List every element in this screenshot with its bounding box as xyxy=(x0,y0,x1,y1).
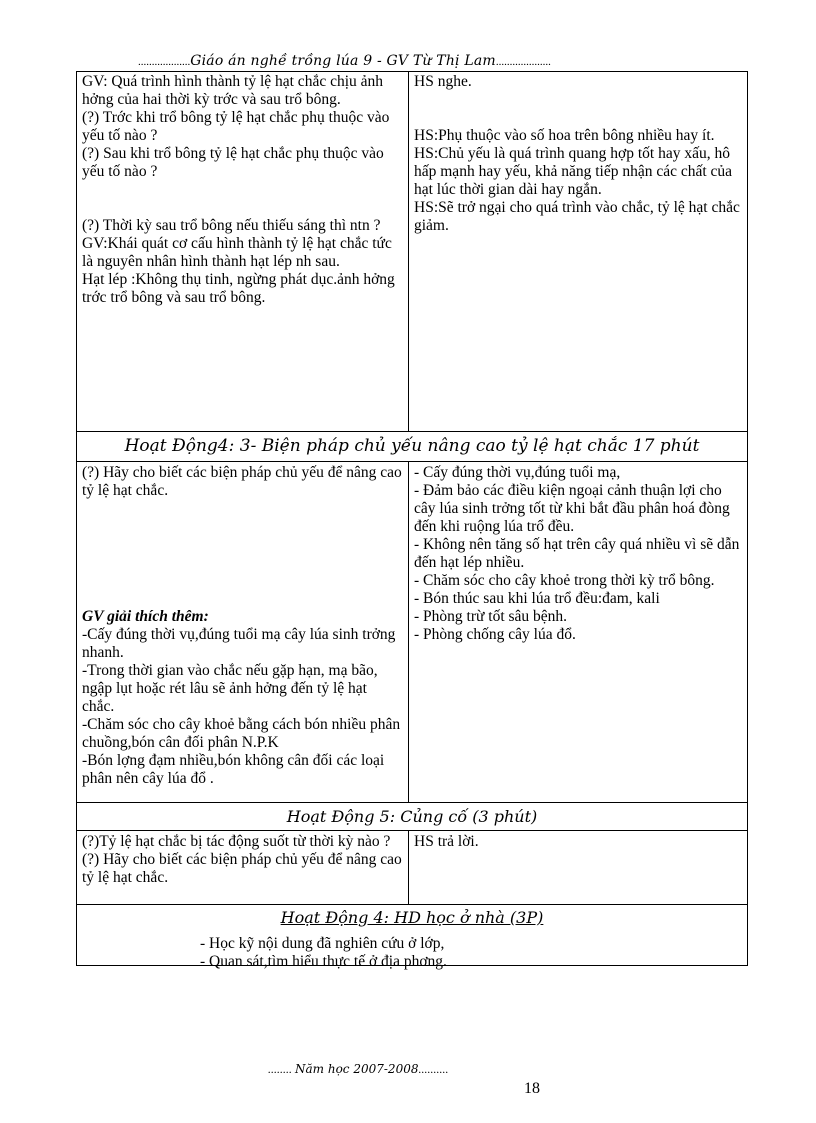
question-text: (?) Thời kỳ sau trổ bông nếu thiếu sáng thì ntn ? xyxy=(82,217,381,234)
footer-school-year: Năm học 2007-2008 xyxy=(295,1062,419,1076)
teacher-text: Hạt lép :Không thụ tinh, ngừng phát dục.ảnh hởng trớc trổ bông và sau trổ bông. xyxy=(82,271,395,306)
column-divider xyxy=(408,462,409,802)
column-divider xyxy=(408,72,409,431)
section2-row xyxy=(77,461,747,802)
section2-right-cell xyxy=(414,464,742,644)
section1-left-cell xyxy=(82,73,402,307)
student-text: HS nghe. xyxy=(414,73,472,90)
answer-item: - Chăm sóc cho cây khoẻ trong thời kỳ trổ bông. xyxy=(414,572,715,589)
activity5-title: Hoạt Động 5: Củng cố (3 phút) xyxy=(286,807,538,826)
section3-row xyxy=(77,830,747,904)
teacher-explanation-item: -Trong thời gian vào chắc nếu gặp hạn, mạ bão, ngập lụt hoặc rét lâu sẽ ảnh hởng đến tỷ lệ hạt chắc. xyxy=(82,662,378,715)
teacher-text: GV:Khái quát cơ cấu hình thành tỷ lệ hạt chắc tức là nguyên nhân hình thành hạt lép nh sau. xyxy=(82,235,392,270)
answer-item: - Bón thúc sau khi lúa trổ đều:đam, kali xyxy=(414,590,660,607)
homework-title: Hoạt Động 4: HD học ở nhà (3P) xyxy=(280,908,544,927)
lesson-table xyxy=(76,71,748,966)
question-text: (?)Tỷ lệ hạt chắc bị tác động suốt từ thời kỳ nào ? xyxy=(82,833,391,850)
section3-left-cell xyxy=(82,833,402,887)
student-text: HS:Phụ thuộc vào số hoa trên bông nhiều hay ít. xyxy=(414,127,715,144)
student-text: HS:Chủ yếu là quá trình quang hợp tốt hay xấu, hô hấp mạnh hay yếu, khả năng tiếp nhận các chất của hạt lúc thời gian dài hay ngắn. xyxy=(414,145,733,198)
answer-item: - Phòng chống cây lúa đổ. xyxy=(414,626,576,643)
page-footer xyxy=(268,1062,448,1077)
activity4-heading-row xyxy=(77,431,747,461)
activity4-title: Hoạt Động4: 3- Biện pháp chủ yếu nâng cao tỷ lệ hạt chắc 17 phút xyxy=(124,436,700,456)
header-title: Giáo án nghề trồng lúa 9 - GV Từ Thị Lam xyxy=(190,53,496,69)
column-divider xyxy=(408,831,409,904)
student-text: HS:Sẽ trở ngại cho quá trình vào chắc, tỷ lệ hạt chắc giảm. xyxy=(414,199,740,234)
answer-item: - Đảm bảo các điều kiện ngoại cảnh thuận lợi cho cây lúa sinh trởng tốt từ khi bắt đầu phân hoá đòng đến khi ruộng lúa trổ đều. xyxy=(414,482,730,535)
answer-item: - Cấy đúng thời vụ,đúng tuổi mạ, xyxy=(414,464,621,481)
page-number: 18 xyxy=(524,1080,540,1097)
homework-item: - Học kỹ nội dung đã nghiên cứu ở lớp, xyxy=(200,935,445,952)
student-text: HS trả lời. xyxy=(414,833,479,850)
activity5-heading-row xyxy=(77,802,747,830)
section2-left-cell xyxy=(82,464,402,800)
question-text: (?) Hãy cho biết các biện pháp chủ yếu để nâng cao tỷ lệ hạt chắc. xyxy=(82,851,402,886)
section1-right-cell xyxy=(414,73,742,235)
question-text: (?) Sau khi trổ bông tỷ lệ hạt chắc phụ thuộc vào yếu tố nào ? xyxy=(82,145,384,180)
teacher-text: GV: Quá trình hình thành tỷ lệ hạt chắc chịu ảnh hởng của hai thời kỳ trớc và sau trổ bông. xyxy=(82,73,384,108)
homework-item: - Quan sát,tìm hiểu thực tế ở địa phơng. xyxy=(200,953,447,970)
answer-item: - Phòng trừ tốt sâu bệnh. xyxy=(414,608,568,625)
teacher-explanation-item: -Chăm sóc cho cây khoẻ bằng cách bón nhiều phân chuồng,bón cân đối phân N.P.K xyxy=(82,716,401,751)
question-text: (?) Hãy cho biết các biện pháp chủ yếu để nâng cao tỷ lệ hạt chắc. xyxy=(82,464,402,499)
section1-row xyxy=(77,72,747,431)
header-dots-left: ................... xyxy=(138,56,191,68)
teacher-explanation-heading: GV giải thích thêm: xyxy=(82,608,209,625)
footer-dots: ........ xyxy=(268,1062,292,1076)
homework-list xyxy=(200,935,447,971)
answer-item: - Không nên tăng số hạt trên cây quá nhiều vì sẽ dẫn đến hạt lép nhiều. xyxy=(414,536,740,571)
footer-dots-after: .......... xyxy=(418,1062,449,1076)
page-header xyxy=(138,53,598,70)
header-dots-right: .................... xyxy=(495,56,551,68)
question-text: (?) Trớc khi trổ bông tỷ lệ hạt chắc phụ thuộc vào yếu tố nào ? xyxy=(82,109,390,144)
teacher-explanation-item: -Cấy đúng thời vụ,đúng tuổi mạ cây lúa sinh trởng nhanh. xyxy=(82,626,396,661)
section3-right-cell xyxy=(414,833,742,851)
teacher-explanation-item: -Bón lợng đạm nhiều,bón không cân đối các loại phân nên cây lúa đổ . xyxy=(82,752,385,787)
